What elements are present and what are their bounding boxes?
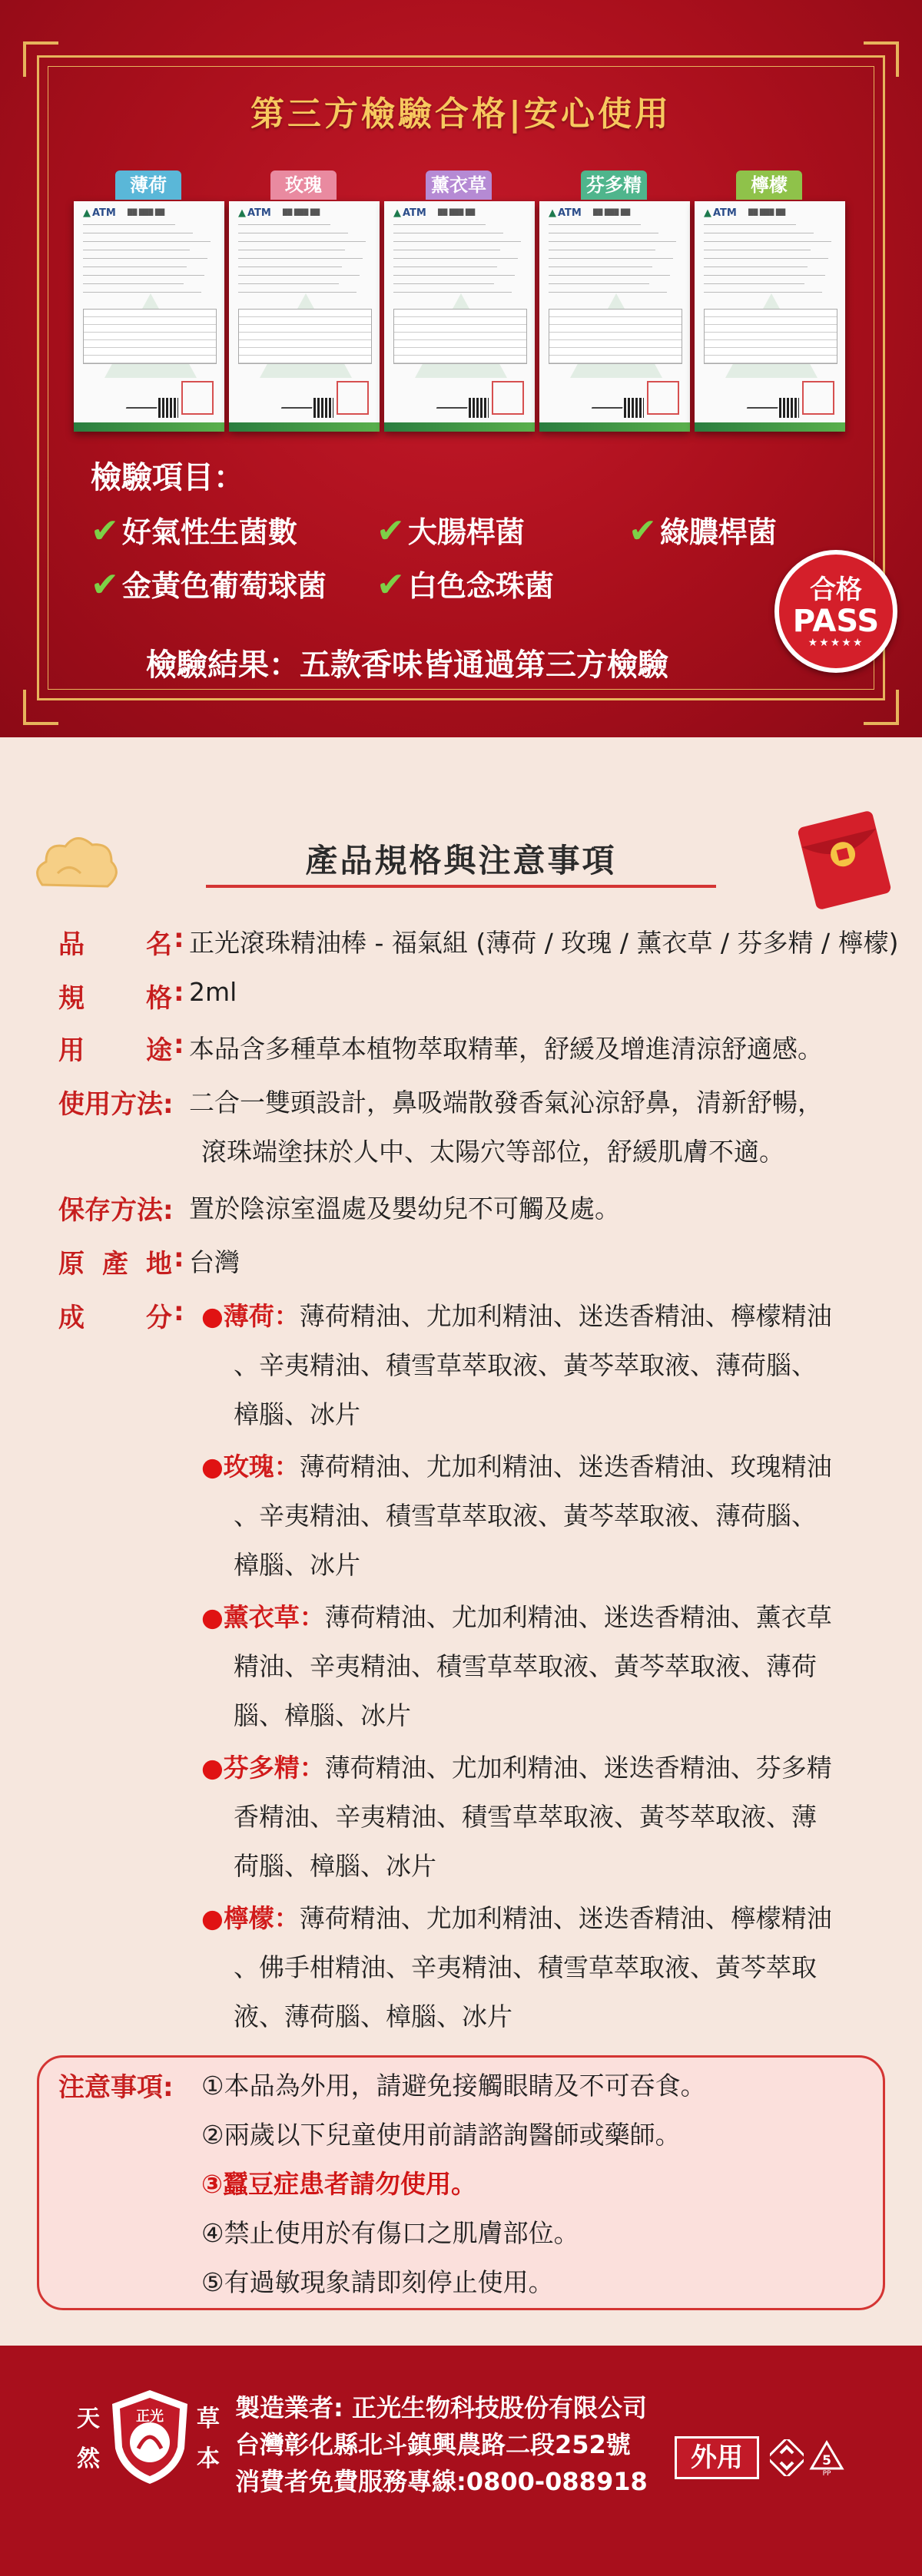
atm-logo: ▲ ATM (549, 207, 582, 219)
origin-value: 台灣 (189, 1247, 240, 1277)
caution-item: ①本品為外用，請避免接觸眼睛及不可吞食。 (201, 2071, 706, 2101)
label-usage: 用 途 (58, 1035, 172, 1066)
test-item: ✔ 金黃色葡萄球菌 (91, 565, 327, 604)
label-colon: : (174, 1296, 184, 1327)
test-item: ✔ 大腸桿菌 (376, 512, 525, 551)
svg-text:5: 5 (822, 2453, 831, 2468)
top-banner (0, 0, 922, 737)
bullet-icon: ● (201, 1903, 224, 1933)
caution-item: ④禁止使用於有傷口之肌膚部位。 (201, 2218, 579, 2248)
check-icon: ✔ (91, 565, 119, 604)
ingredient-scent-name: 芬多精： (223, 1753, 325, 1783)
atm-logo: ▲ ATM (83, 207, 116, 219)
spec-title: 產品規格與注意事項 (305, 842, 617, 879)
storage-value: 置於陰涼室溫處及嬰幼兒不可觸及處。 (189, 1194, 620, 1223)
pass-badge: 合格 PASS ★★★★★ (774, 550, 897, 673)
label-product-name: 品 名 (58, 929, 172, 960)
label-size: 規 格 (58, 983, 172, 1014)
usage-value: 本品含多種草本植物萃取精華，舒緩及增進清涼舒適感。 (189, 1034, 823, 1064)
certificate-tag: 薰衣草 (426, 171, 492, 200)
test-result: 檢驗結果：五款香味皆通過第三方檢驗 (146, 647, 668, 683)
test-item: ✔ 好氣性生菌數 (91, 512, 297, 551)
bullet-icon: ● (201, 1753, 224, 1783)
footer-side-char: 然 (77, 2445, 100, 2472)
inspection-certificate: ▲ ATM ██ ███ ██ (695, 201, 845, 432)
label-colon: : (174, 1029, 184, 1060)
check-icon: ✔ (628, 512, 657, 551)
certificate-tag: 檸檬 (736, 171, 802, 200)
test-item: ✔ 白色念珠菌 (376, 565, 554, 604)
label-method: 使用方法: (58, 1089, 174, 1120)
method-line: 滾珠端塗抹於人中、太陽穴等部位，舒緩肌膚不適。 (201, 1137, 784, 1167)
atm-logo: ▲ ATM (704, 207, 737, 219)
svg-text:PP: PP (822, 2470, 831, 2476)
check-icon: ✔ (376, 565, 405, 604)
bullet-icon: ● (201, 1602, 224, 1632)
address: 台灣彰化縣北斗鎮興農路二段252號 (235, 2430, 631, 2459)
ingredient-line: ●玫瑰：薄荷精油、尤加利精油、迷迭香精油、玫瑰精油 (201, 1452, 832, 1482)
ingredient-scent-name: 檸檬： (223, 1903, 300, 1933)
ingredient-line: 精油、辛夷精油、積雪草萃取液、黃芩萃取液、薄荷 (234, 1651, 817, 1681)
certificate-tag: 玫瑰 (270, 171, 337, 200)
label-caution: 注意事項: (58, 2072, 174, 2103)
check-icon: ✔ (376, 512, 405, 551)
manufacturer: 製造業者: 正光生物科技股份有限公司 (235, 2393, 647, 2422)
frame-corner (864, 690, 899, 725)
label-colon: : (174, 923, 184, 954)
label-colon: : (174, 977, 184, 1008)
ingredient-scent-name: 薄荷： (223, 1301, 300, 1331)
inspection-certificate: ▲ ATM ██ ███ ██ (384, 201, 535, 432)
check-icon: ✔ (91, 512, 119, 551)
label-colon: : (174, 1243, 184, 1273)
ingredient-line: 腦、樟腦、冰片 (234, 1700, 411, 1730)
method-line: 二合一雙頭設計，鼻吸端散發香氣沁涼舒鼻，清新舒暢， (189, 1088, 823, 1117)
atm-logo: ▲ ATM (238, 207, 271, 219)
hotline: 消費者免費服務專線:0800-088918 (235, 2467, 648, 2496)
frame-corner (23, 690, 58, 725)
test-item: ✔ 綠膿桿菌 (628, 512, 777, 551)
ingredient-line: ●薄荷：薄荷精油、尤加利精油、迷迭香精油、檸檬精油 (201, 1301, 832, 1331)
label-ingredients: 成 分 (58, 1303, 172, 1333)
external-use-badge: 外用 (675, 2436, 759, 2479)
ingredient-line: 液、薄荷腦、樟腦、冰片 (234, 2002, 512, 2031)
ingredient-line: 、辛夷精油、積雪草萃取液、黃芩萃取液、薄荷腦、 (234, 1501, 817, 1531)
label-storage: 保存方法: (58, 1195, 174, 1226)
caution-item: ②兩歲以下兒童使用前請諮詢醫師或藥師。 (201, 2120, 681, 2150)
ingredient-scent-name: 玫瑰： (223, 1452, 300, 1482)
pp5-recycle-icon (808, 2439, 845, 2476)
size-value: 2ml (189, 977, 237, 1007)
bullet-icon: ● (201, 1301, 224, 1331)
ingredient-line: 香精油、辛夷精油、積雪草萃取液、黃芩萃取液、薄 (234, 1802, 817, 1832)
label-origin: 原 產 地 (58, 1249, 172, 1280)
certificate-tag: 薄荷 (115, 171, 181, 200)
ingredient-line: ●檸檬：薄荷精油、尤加利精油、迷迭香精油、檸檬精油 (201, 1903, 832, 1933)
brand-logo-text: 正光 (136, 2409, 164, 2425)
caution-item: ③蠶豆症患者請勿使用。 (201, 2169, 476, 2199)
footer-side-char: 本 (197, 2445, 220, 2472)
brand-shield-logo (108, 2387, 192, 2487)
ingredient-line: 樟腦、冰片 (234, 1399, 360, 1429)
inspection-certificate: ▲ ATM ██ ███ ██ (74, 201, 224, 432)
caution-item: ⑤有過敏現象請即刻停止使用。 (201, 2267, 554, 2297)
ingredient-line: 荷腦、樟腦、冰片 (234, 1851, 436, 1881)
top-title: 第三方檢驗合格|安心使用 (250, 94, 672, 134)
footer-side-char: 天 (77, 2405, 100, 2432)
ingredient-line: 樟腦、冰片 (234, 1550, 360, 1580)
ingredient-line: ●芬多精：薄荷精油、尤加利精油、迷迭香精油、芬多精 (201, 1753, 832, 1783)
frame-corner (864, 41, 899, 77)
title-underline (206, 885, 716, 888)
certificate-tag: 芬多精 (581, 171, 647, 200)
inspection-certificate: ▲ ATM ██ ███ ██ (229, 201, 380, 432)
ingredient-line: 、辛夷精油、積雪草萃取液、黃芩萃取液、薄荷腦、 (234, 1350, 817, 1380)
recycle-icon (770, 2439, 804, 2476)
atm-logo: ▲ ATM (393, 207, 426, 219)
ingredient-scent-name: 薰衣草： (223, 1602, 325, 1632)
ingredient-line: 、佛手柑精油、辛夷精油、積雪草萃取液、黃芩萃取 (234, 1952, 817, 1982)
product-name-value: 正光滾珠精油棒 - 福氣組 (薄荷 / 玫瑰 / 薰衣草 / 芬多精 / 檸檬) (189, 928, 899, 958)
ingredient-line: ●薰衣草：薄荷精油、尤加利精油、迷迭香精油、薰衣草 (201, 1602, 832, 1632)
inspection-certificate: ▲ ATM ██ ███ ██ (539, 201, 690, 432)
certificate-gallery (66, 171, 857, 441)
test-items-title: 檢驗項目： (91, 460, 244, 495)
bullet-icon: ● (201, 1452, 224, 1482)
frame-corner (23, 41, 58, 77)
footer-side-char: 草 (197, 2405, 220, 2432)
